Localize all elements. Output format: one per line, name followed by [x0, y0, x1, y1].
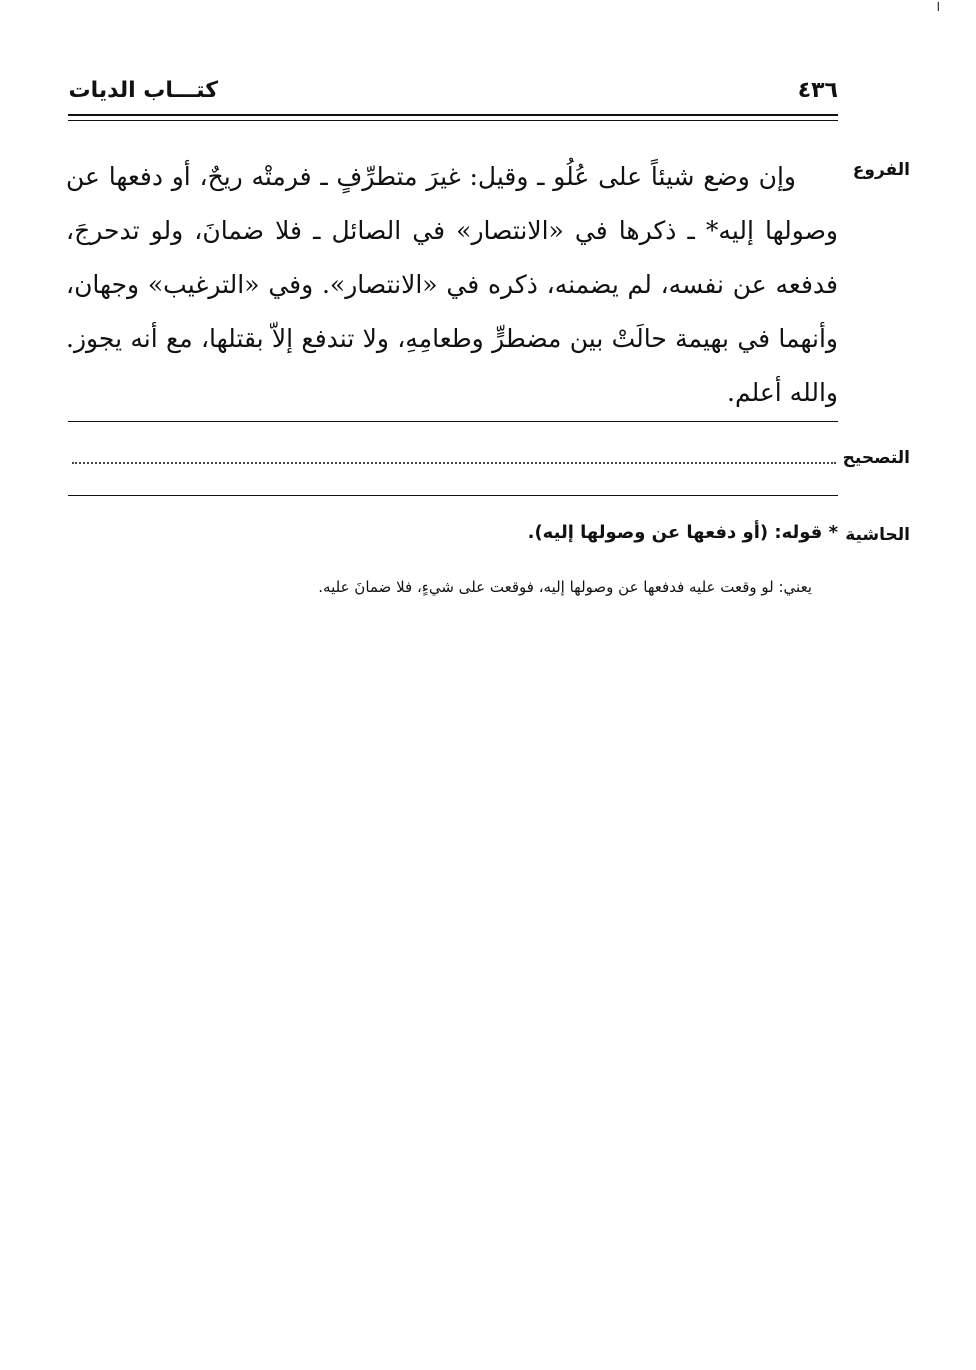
page-header: [66, 78, 838, 112]
header-rule-thick: [68, 114, 838, 116]
section-label-furu: الفروع: [852, 160, 910, 180]
footnote-text: يعني: لو وقعت عليه فدفعها عن وصولها إليه، فوقعت على شيءٍ، فلا ضمانَ عليه.: [318, 578, 812, 596]
chapter-title: كتـــاب الديات: [68, 78, 218, 103]
main-text: [66, 150, 838, 420]
tashih-dotted-line: [72, 462, 836, 464]
divider-rule: [68, 495, 838, 496]
section-label-tashih: التصحيح: [842, 448, 910, 468]
corner-mark: ا: [936, 0, 940, 14]
footnote-heading: * قوله: (أو دفعها عن وصولها إليه).: [527, 522, 838, 543]
main-paragraph: وإن وضع شيئاً على عُلُو ـ وقيل: غيرَ متطرِّفٍ ـ فرمتْه ريحٌ، أو دفعها عن وصولها إليه* ـ ذكرها في «الانتصار» في الصائل ـ فلا ضمانَ، ولو تدحرجَ، فدفعه عن نفسه، لم يضمنه، ذكره في «الانتصار». وفي «الترغيب» وجهان، وأنهما في بهيمة حالَتْ بين مضطرٍّ وطعامِهِ، ولا تندفع إلاّ بقتلها، مع أنه يجوز. والله أعلم.: [66, 162, 838, 407]
page-number: ٤٣٦: [797, 78, 838, 103]
section-label-hashiya: الحاشية: [845, 525, 910, 545]
header-rule-thin: [68, 120, 838, 121]
divider-rule: [68, 421, 838, 422]
